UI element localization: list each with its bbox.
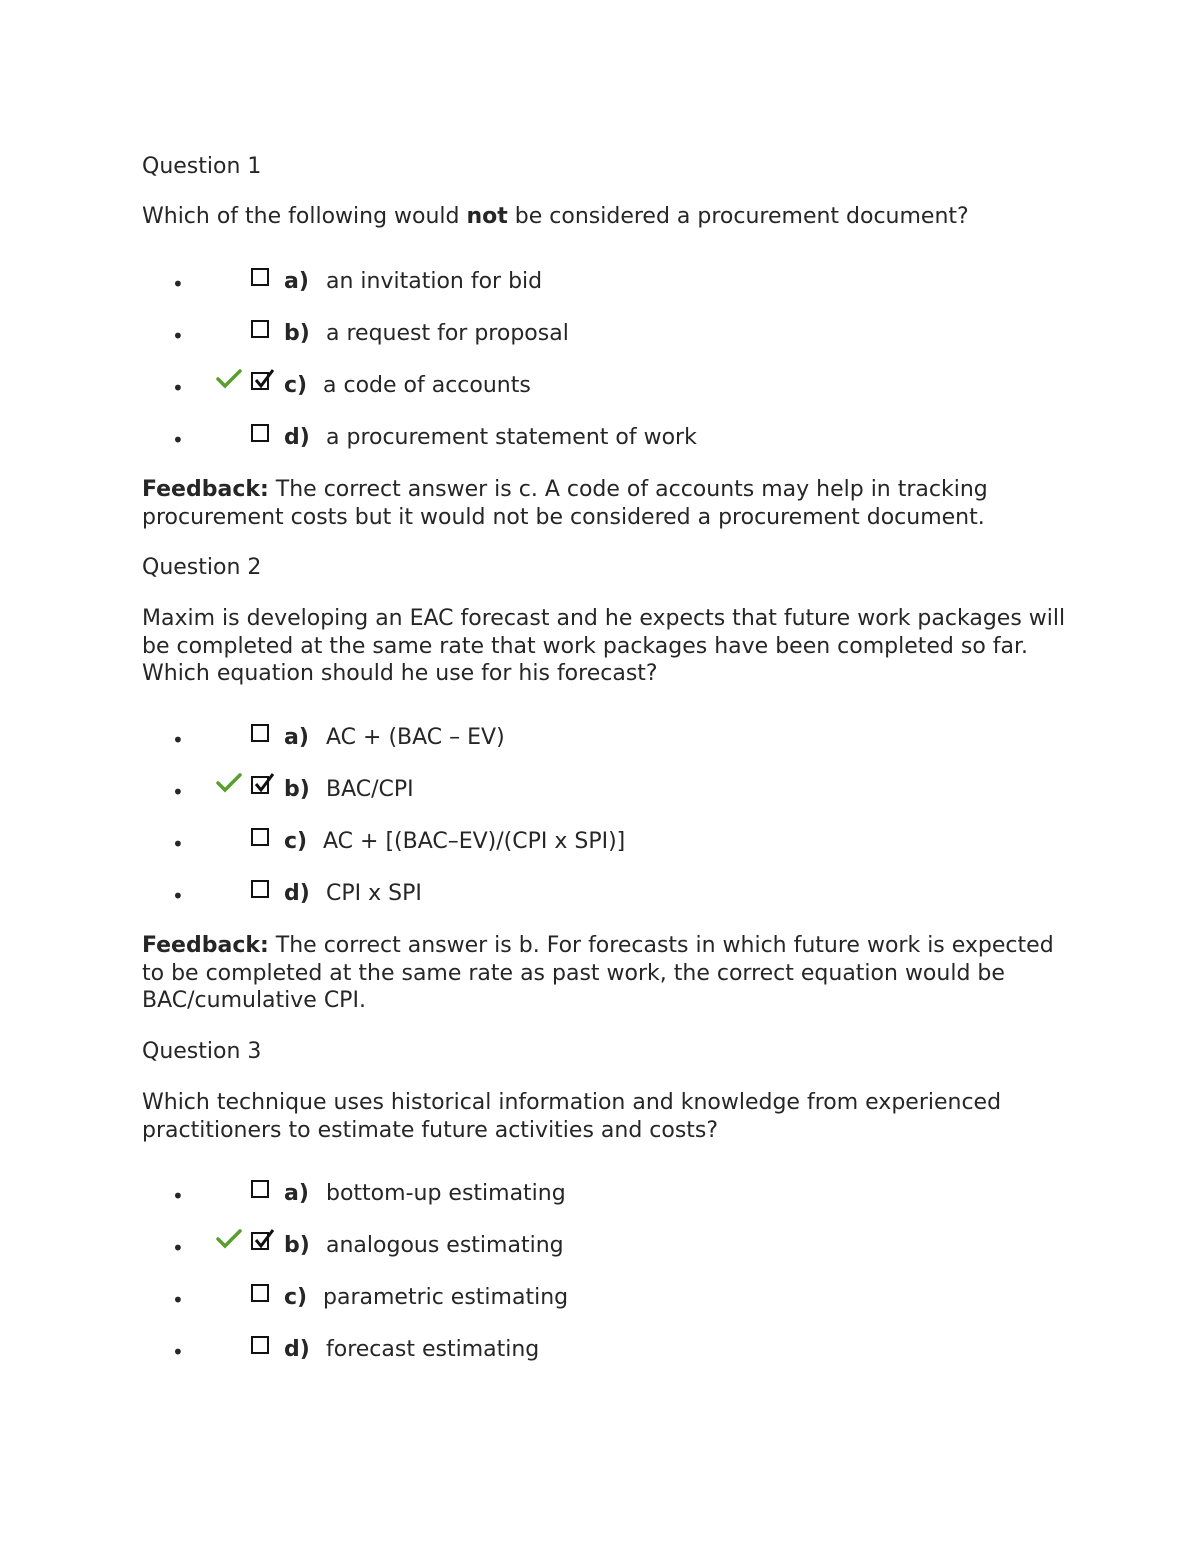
question-3-title: Question 3	[142, 1039, 262, 1064]
checkbox-q1-b[interactable]	[251, 320, 269, 338]
option-letter: d)	[284, 1337, 310, 1362]
checkbox-q3-b-checked[interactable]	[251, 1232, 269, 1250]
feedback-label: Feedback:	[142, 477, 269, 502]
option-text: AC + (BAC – EV)	[326, 725, 505, 750]
option-text: a code of accounts	[323, 373, 531, 398]
option-text: parametric estimating	[323, 1285, 569, 1310]
question-1-title: Question 1	[142, 154, 262, 179]
option-letter: b)	[284, 1233, 310, 1258]
question-2-feedback	[142, 932, 1072, 1015]
checkbox-q3-d[interactable]	[251, 1336, 269, 1354]
bullet: •	[172, 1340, 184, 1364]
bullet: •	[172, 728, 184, 752]
bullet: •	[172, 884, 184, 908]
option-text: a request for proposal	[326, 321, 569, 346]
bullet: •	[172, 780, 184, 804]
option-letter: d)	[284, 425, 310, 450]
checkbox-q1-a[interactable]	[251, 268, 269, 286]
checkbox-q3-c[interactable]	[251, 1284, 269, 1302]
question-1-prompt	[142, 203, 1072, 231]
bullet: •	[172, 1236, 184, 1260]
checkbox-q2-a[interactable]	[251, 724, 269, 742]
question-3-prompt: Which technique uses historical information and knowledge from experienced practitioners to estimate future activities and costs?	[142, 1090, 1002, 1143]
feedback-text: The correct answer is b. For forecasts in which future work is expected to be completed at the same rate as past work, the correct equation would be BAC/cumulative CPI.	[142, 933, 1054, 1013]
checkbox-checkmark-icon	[253, 369, 277, 393]
option-letter: a)	[284, 725, 309, 750]
bullet: •	[172, 324, 184, 348]
option-text: analogous estimating	[326, 1233, 564, 1258]
option-text: CPI x SPI	[326, 881, 422, 906]
option-letter: b)	[284, 777, 310, 802]
feedback-label: Feedback:	[142, 933, 269, 958]
checkbox-q1-c-checked[interactable]	[251, 372, 269, 390]
option-letter: c)	[284, 1285, 308, 1310]
option-text: bottom-up estimating	[326, 1181, 566, 1206]
correct-check-icon	[216, 772, 242, 794]
question-1-prompt-emphasis: not	[466, 204, 508, 229]
option-letter: c)	[284, 829, 308, 854]
checkbox-q1-d[interactable]	[251, 424, 269, 442]
option-text: AC + [(BAC–EV)/(CPI x SPI)]	[323, 829, 626, 854]
option-letter: c)	[284, 373, 308, 398]
correct-check-icon	[216, 1228, 242, 1250]
question-1-prompt-end: be considered a procurement document?	[507, 204, 969, 229]
question-1-feedback	[142, 476, 1072, 531]
bullet: •	[172, 1184, 184, 1208]
option-text: a procurement statement of work	[326, 425, 697, 450]
option-text: an invitation for bid	[326, 269, 543, 294]
question-1-prompt-start: Which of the following would	[142, 204, 467, 229]
option-letter: b)	[284, 321, 310, 346]
question-2-title: Question 2	[142, 555, 262, 580]
bullet: •	[172, 272, 184, 296]
checkbox-q2-b-checked[interactable]	[251, 776, 269, 794]
option-text: BAC/CPI	[326, 777, 414, 802]
option-letter: a)	[284, 1181, 309, 1206]
feedback-text: The correct answer is c. A code of accounts may help in tracking procurement costs but it would not be considered a procurement document.	[142, 477, 988, 530]
checkbox-q2-c[interactable]	[251, 828, 269, 846]
option-text: forecast estimating	[326, 1337, 540, 1362]
checkbox-checkmark-icon	[253, 1229, 277, 1253]
checkbox-q3-a[interactable]	[251, 1180, 269, 1198]
bullet: •	[172, 1288, 184, 1312]
checkbox-q2-d[interactable]	[251, 880, 269, 898]
correct-check-icon	[216, 368, 242, 390]
bullet: •	[172, 376, 184, 400]
bullet: •	[172, 832, 184, 856]
option-letter: d)	[284, 881, 310, 906]
checkbox-checkmark-icon	[253, 773, 277, 797]
option-letter: a)	[284, 269, 309, 294]
bullet: •	[172, 428, 184, 452]
question-2-prompt: Maxim is developing an EAC forecast and he expects that future work packages will be completed at the same rate that work packages have been completed so far. Which equation should he use for his forecast?	[142, 606, 1066, 686]
